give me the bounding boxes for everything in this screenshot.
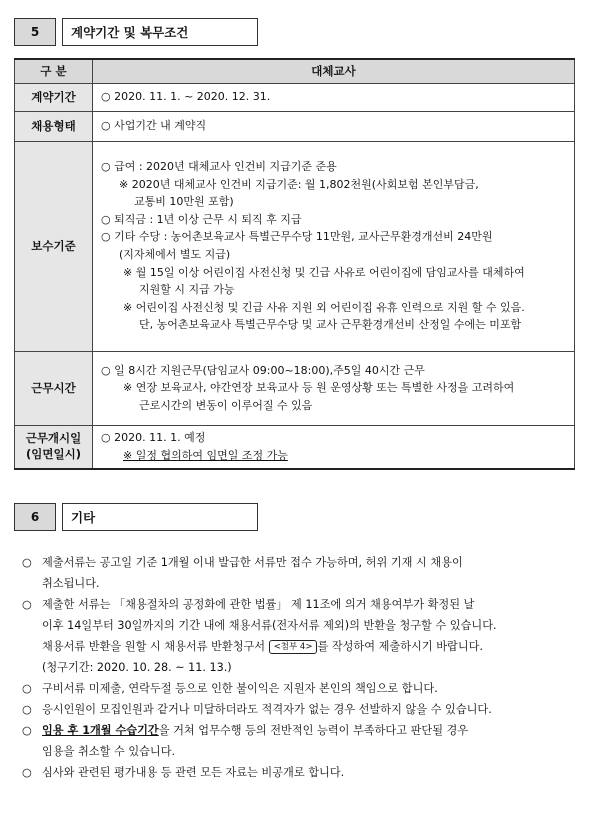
list-item: [22, 720, 570, 741]
start-label-line2: (임면일시): [26, 446, 81, 461]
misc-item5-line2: 임용을 취소할 수 있습니다.: [42, 745, 176, 758]
pay-line-note1: ※ 월 15일 이상 어린이집 사전신청 및 긴급 사유로 어린이집에 담임교사를 대체하여: [123, 265, 525, 279]
pay-line-note2: ※ 어린이집 사전신청 및 긴급 사유 지원 외 어린이집 유휴 인력으로 지원 할 수 있음.: [123, 300, 525, 314]
row-content-type: [93, 111, 575, 141]
table-header-category: 구 분: [15, 59, 93, 83]
hours-line-main: ○ 일 8시간 지원근무(담임교사 09:00~18:00),주5일 40시간 근무: [101, 363, 425, 377]
hours-line-note: ※ 연장 보육교사, 야간연장 보육교사 등 원 운영상황 또는 특별한 사정을 고려하여: [123, 381, 515, 395]
table-row-type: [15, 111, 575, 141]
misc-item2-line3a: 채용서류 반환을 원할 시 채용서류 반환청구서: [42, 640, 266, 653]
misc-item2-line1: 제출한 서류는 「채용절차의 공정화에 관한 법률」 제 11조에 의거 채용여부가 확정된 날: [42, 598, 475, 611]
pay-line-salary: ○ 급여 : 2020년 대체교사 인건비 지급기준 준용: [101, 160, 337, 174]
misc-item4: 응시인원이 모집인원과 같거나 미달하더라도 적격자가 없는 경우 선발하지 않을 수 있습니다.: [42, 703, 492, 716]
circle-bullet-icon: ○: [22, 724, 32, 737]
table-row-start: [15, 425, 575, 469]
section-6-title: 기타: [62, 503, 258, 531]
start-line-date: ○ 2020. 11. 1. 예정: [101, 431, 206, 445]
table-header-substitute-teacher: 대체교사: [93, 59, 575, 83]
circle-bullet-icon: ○: [22, 703, 32, 716]
pay-line-salary-note: ※ 2020년 대체교사 인건비 지급기준: 월 1,802천원(사회보험 본인부담금,: [119, 177, 479, 191]
row-content-hours: [93, 351, 575, 425]
list-item: [22, 678, 570, 699]
misc-item1-line2: 취소됩니다.: [42, 577, 100, 590]
table-header-row: [15, 59, 575, 83]
misc-item2-line3b: 를 작성하여 제출하시기 바랍니다.: [317, 640, 483, 653]
row-label-period: 계약기간: [15, 83, 93, 111]
misc-item5-rest: 을 거쳐 업무수행 등의 전반적인 능력이 부족하다고 판단될 경우: [158, 724, 469, 737]
list-item: [22, 552, 570, 573]
row-label-type: 채용형태: [15, 111, 93, 141]
row-label-pay: 보수기준: [15, 141, 93, 351]
pay-line-allowance-cont: (지자체에서 별도 지급): [119, 248, 231, 261]
attachment-4-tag: <첨부 4>: [269, 640, 318, 654]
section-6-number: 6: [14, 503, 56, 531]
row-content-start: [93, 425, 575, 469]
misc-item3: 구비서류 미제출, 연락두절 등으로 인한 불이익은 지원자 본인의 책임으로 합니다.: [42, 682, 438, 695]
circle-bullet-icon: ○: [22, 682, 32, 695]
misc-item2-line2: 이후 14일부터 30일까지의 기간 내에 채용서류(전자서류 제외)의 반환을 청구할 수 있습니다.: [42, 619, 497, 632]
row-label-hours: 근무시간: [15, 351, 93, 425]
start-label-line1: 근무개시일: [25, 431, 82, 446]
period-text: ○ 2020. 11. 1. ~ 2020. 12. 31.: [101, 90, 271, 104]
pay-line-severance: ○ 퇴직금 : 1년 이상 근무 시 퇴직 후 지급: [101, 212, 302, 226]
probation-period-text: 임용 후 1개월 수습기간: [42, 724, 159, 737]
circle-bullet-icon: ○: [22, 598, 32, 611]
pay-line-allowance: ○ 기타 수당 : 농어촌보육교사 특별근무수당 11만원, 교사근무환경개선비 24만원: [101, 230, 493, 244]
misc-item5-line1: [42, 720, 570, 741]
row-content-period: [93, 83, 575, 111]
misc-item6: 심사와 관련된 평가내용 등 관련 모든 자료는 비공개로 합니다.: [42, 766, 345, 779]
circle-bullet-icon: ○: [22, 556, 32, 569]
table-row-period: [15, 83, 575, 111]
type-text: ○ 사업기간 내 계약직: [101, 119, 207, 133]
row-content-pay: [93, 141, 575, 351]
misc-item1-line1: 제출서류는 공고일 기준 1개월 이내 발급한 서류만 접수 가능하며, 허위 기재 시 채용이: [42, 556, 463, 569]
row-label-start: [15, 425, 93, 469]
pay-line-note1-cont: 지원할 시 지급 가능: [139, 283, 235, 297]
section-5-header: [14, 18, 258, 46]
contract-conditions-table: [14, 58, 575, 470]
table-row-pay: [15, 141, 575, 351]
pay-line-salary-note-cont: 교통비 10만원 포함): [134, 195, 234, 209]
circle-bullet-icon: ○: [22, 766, 32, 779]
list-item: [22, 594, 570, 615]
misc-item2-line4: (청구기간: 2020. 10. 28. ~ 11. 13.): [42, 661, 232, 674]
misc-item2-line3: [22, 636, 570, 657]
pay-line-note2-cont: 단, 농어촌보육교사 특별근무수당 및 교사 근무환경개선비 산정일 수에는 미포함: [139, 318, 522, 332]
table-row-hours: [15, 351, 575, 425]
section-5-title: 계약기간 및 복무조건: [62, 18, 258, 46]
section-5-number: 5: [14, 18, 56, 46]
list-item: [22, 699, 570, 720]
section-6-header: [14, 503, 258, 531]
start-line-note: ※ 일정 협의하여 임면일 조정 가능: [123, 448, 288, 462]
list-item: [22, 762, 570, 783]
hours-line-note-cont: 근로시간의 변동이 이루어질 수 있음: [139, 398, 313, 412]
misc-notes: [22, 552, 570, 783]
